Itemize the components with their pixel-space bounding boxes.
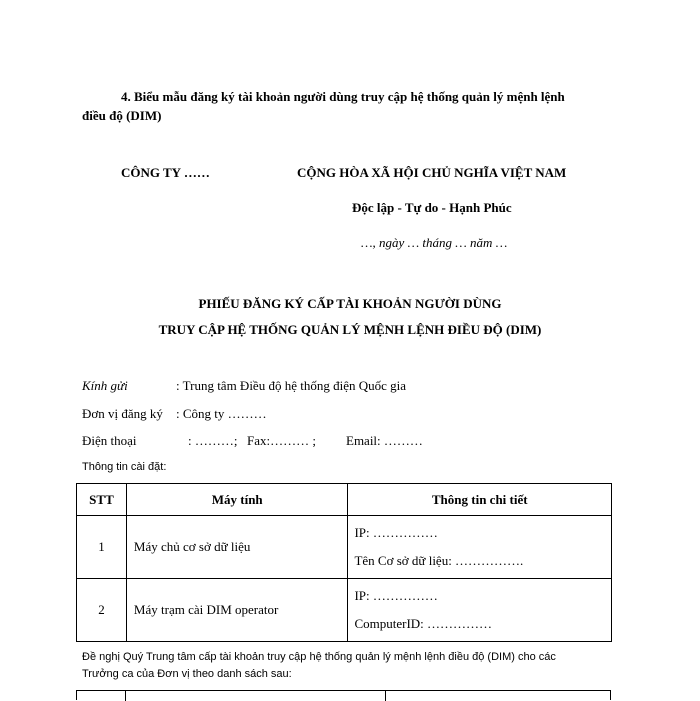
header-computer: Máy tính xyxy=(126,484,348,516)
section-heading-line2: điều độ (DIM) xyxy=(82,108,162,123)
row1-stt: 1 xyxy=(77,516,127,579)
form-title-line1: PHIẾU ĐĂNG KÝ CẤP TÀI KHOẢN NGƯỜI DÙNG xyxy=(198,296,502,311)
next-table-top xyxy=(76,690,611,700)
table-row xyxy=(77,579,612,642)
row1-ip: IP: …………… xyxy=(354,525,438,540)
row2-ip: IP: …………… xyxy=(354,588,438,603)
row2-stt: 2 xyxy=(77,579,127,642)
row2-computer-id: ComputerID: …………… xyxy=(354,616,493,631)
row2-detail xyxy=(348,579,612,642)
row2-computer: Máy trạm cài DIM operator xyxy=(126,579,348,642)
registering-unit-value: : Công ty ……… xyxy=(176,406,267,421)
row1-computer: Máy chủ cơ sở dữ liệu xyxy=(126,516,348,579)
table-row xyxy=(77,516,612,579)
header-stt: STT xyxy=(77,484,127,516)
recipient-label: Kính gửi xyxy=(82,378,128,393)
row1-db-name: Tên Cơ sở dữ liệu: ……………. xyxy=(354,553,524,568)
table-header-row xyxy=(77,484,612,516)
email-field: Email: ……… xyxy=(346,433,423,448)
install-info-label: Thông tin cài đặt: xyxy=(82,461,167,473)
recipient-value: : Trung tâm Điều độ hệ thống điện Quốc gia xyxy=(176,378,407,393)
header-detail: Thông tin chi tiết xyxy=(348,484,612,516)
date-line: …, ngày … tháng … năm … xyxy=(361,235,508,250)
row1-detail xyxy=(348,516,612,579)
phone-value: : ………; xyxy=(188,433,238,448)
phone-label: Điện thoại xyxy=(82,433,137,448)
request-line2: Trưởng ca của Đơn vị theo danh sách sau: xyxy=(82,668,292,680)
company-name: CÔNG TY …… xyxy=(121,165,210,180)
form-title-line2: TRUY CẬP HỆ THỐNG QUẢN LÝ MỆNH LỆNH ĐIỀU ĐỘ (DIM) xyxy=(158,322,542,337)
national-motto: Độc lập - Tự do - Hạnh Phúc xyxy=(352,200,512,215)
install-info-table xyxy=(76,483,612,642)
registering-unit-label: Đơn vị đăng ký xyxy=(82,406,163,421)
national-title: CỘNG HÒA XÃ HỘI CHỦ NGHĨA VIỆT NAM xyxy=(297,165,567,180)
request-line1: Đề nghị Quý Trung tâm cấp tài khoản truy cập hệ thống quản lý mệnh lệnh điều độ (DIM) cho các xyxy=(82,651,556,663)
section-heading-line1: 4. Biểu mẫu đăng ký tài khoản người dùng truy cập hệ thống quản lý mệnh lệnh xyxy=(121,89,565,104)
fax-field: Fax:……… ; xyxy=(247,433,316,448)
